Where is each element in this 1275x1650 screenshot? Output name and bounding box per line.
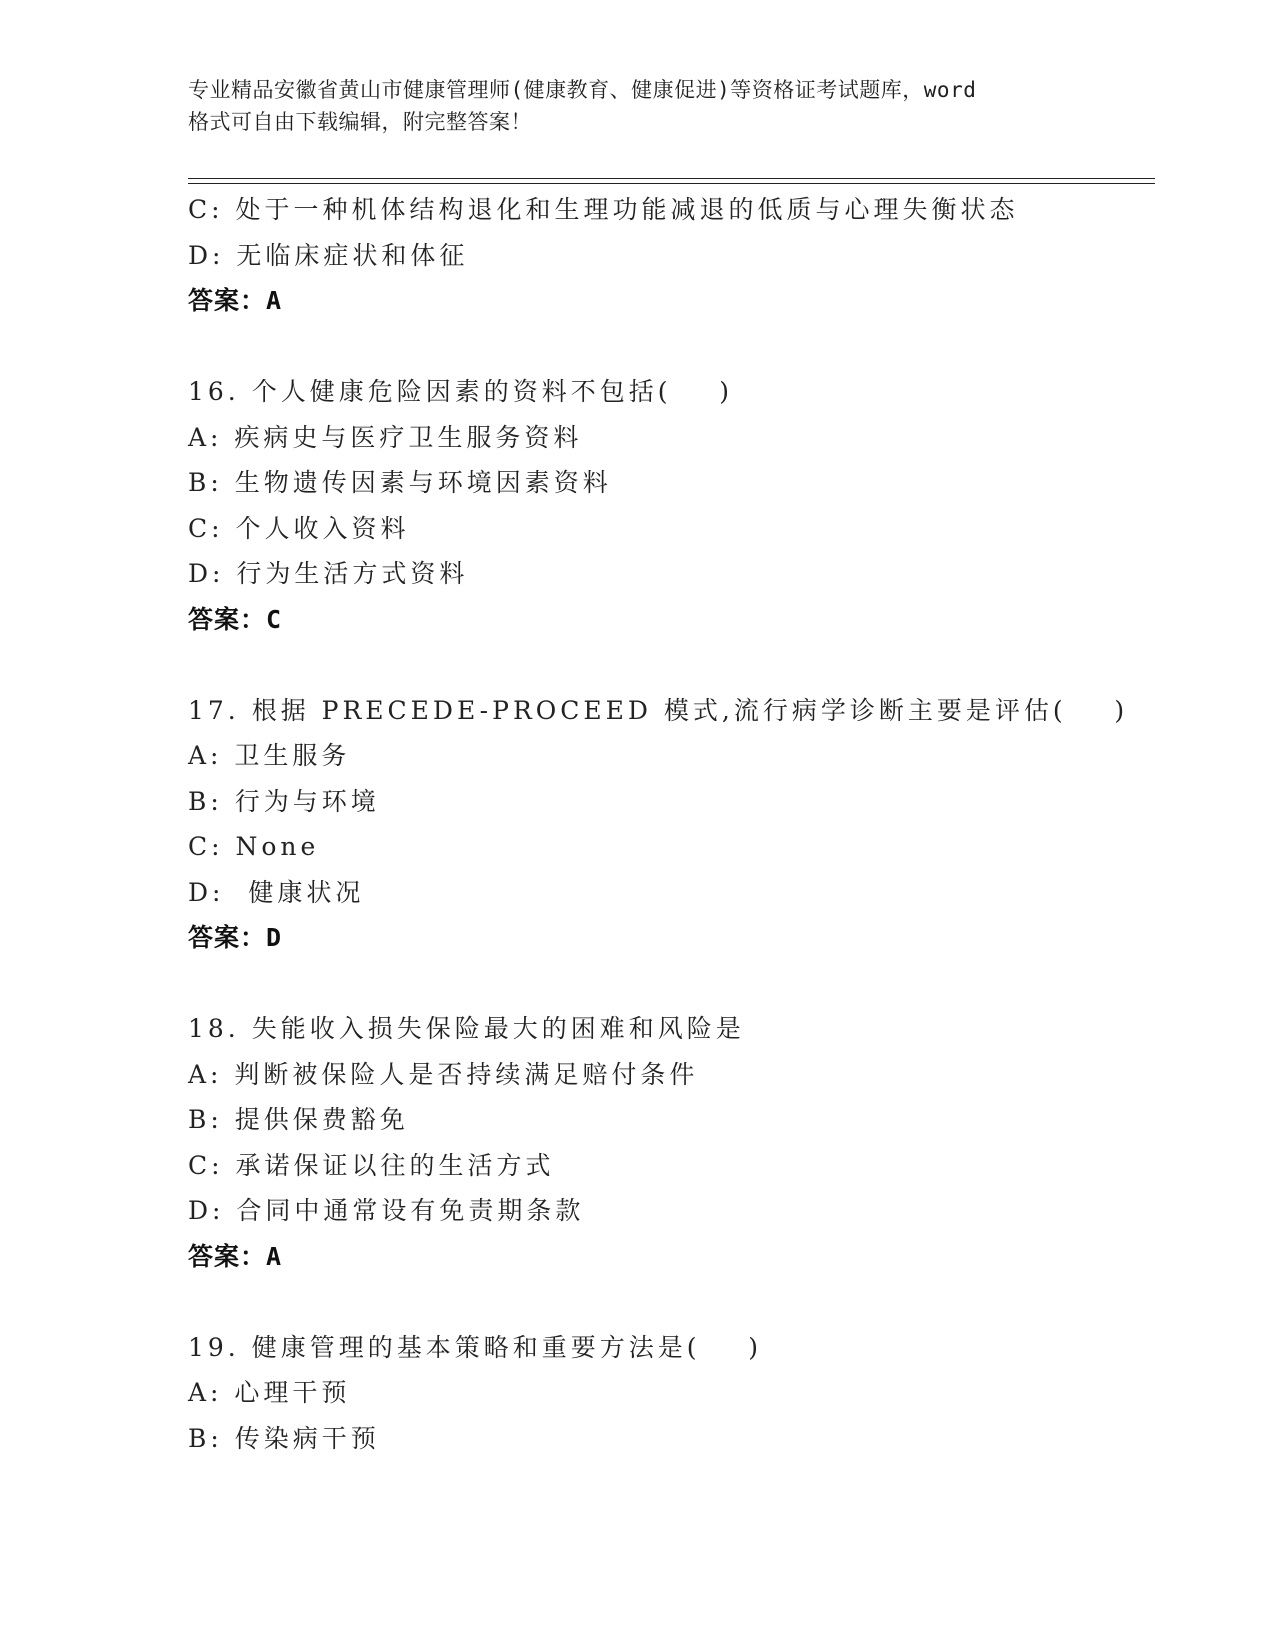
option-line: A: 疾病史与医疗卫生服务资料: [188, 422, 583, 452]
section-gap: [188, 1279, 1168, 1325]
question-list: [188, 187, 1168, 1461]
option-line: C: None: [188, 832, 320, 861]
answer-line: 答案：C: [188, 604, 283, 634]
question-stem: 19. 健康管理的基本策略和重要方法是( ): [188, 1332, 763, 1362]
option-line: A: 心理干预: [188, 1378, 351, 1407]
option-line: B: 传染病干预: [188, 1423, 380, 1453]
option-line: D: 行为生活方式资料: [188, 559, 469, 588]
answer-line: 答案：D: [188, 923, 283, 952]
option-line: D: 合同中通常设有免责期条款: [188, 1196, 585, 1225]
option-line: D: 无临床症状和体征: [188, 240, 469, 270]
option-line: A: 判断被保险人是否持续满足赔付条件: [188, 1059, 699, 1089]
option-line: A: 卫生服务: [188, 741, 351, 770]
option-line: C: 承诺保证以往的生活方式: [188, 1150, 555, 1180]
question-stem: 17. 根据 PRECEDE-PROCEED 模式,流行病学诊断主要是评估( ): [188, 695, 1129, 725]
header-rule-bottom: [188, 183, 1155, 184]
section-gap: [188, 324, 1168, 370]
option-line: B: 提供保费豁免: [188, 1105, 409, 1134]
answer-line: 答案：A: [188, 286, 283, 315]
option-line: C: 处于一种机体结构退化和生理功能减退的低质与心理失衡状态: [188, 195, 1019, 224]
document-header: [188, 74, 1088, 138]
header-line-1: 专业精品安徽省黄山市健康管理师(健康教育、健康促进)等资格证考试题库，word: [188, 78, 977, 102]
section-gap: [188, 961, 1168, 1007]
option-line: B: 行为与环境: [188, 786, 380, 816]
header-line-2: 格式可自由下载编辑，附完整答案！: [188, 110, 532, 134]
question-stem: 18. 失能收入损失保险最大的困难和风险是: [188, 1014, 745, 1043]
option-line: B: 生物遗传因素与环境因素资料: [188, 468, 612, 497]
section-gap: [188, 642, 1168, 688]
question-stem: 16. 个人健康危险因素的资料不包括( ): [188, 377, 734, 406]
option-line: C: 个人收入资料: [188, 513, 410, 543]
option-line: D: 健康状况: [188, 877, 365, 907]
header-rule-top: [188, 178, 1155, 179]
answer-line: 答案：A: [188, 1241, 283, 1271]
